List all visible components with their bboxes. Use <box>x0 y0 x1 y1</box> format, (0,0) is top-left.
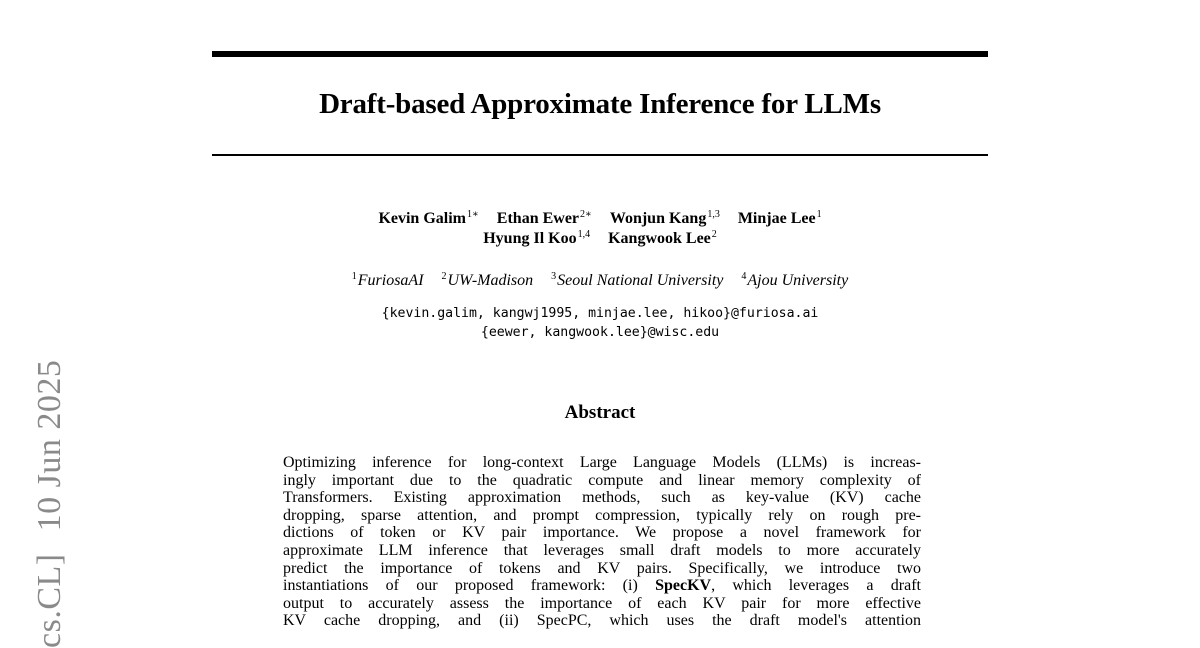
author: Kangwook Lee$^2$ <box>608 229 717 247</box>
abstract-line: Transformers. Existing approximation methods, such as key-value (KV) cache <box>283 489 921 507</box>
title-bottom-rule <box>212 154 988 156</box>
title-top-rule <box>212 51 988 57</box>
affiliation: $^3$Seoul National University <box>551 271 724 289</box>
author: Minjae Lee$^1$ <box>737 209 822 227</box>
paper-title: Draft-based Approximate Inference for LLMs <box>319 88 881 120</box>
author: Wonjun Kang$^{1,3}$ <box>609 209 720 227</box>
email-line: {eewer, kangwook.lee}@wisc.edu <box>480 325 720 340</box>
abstract-line: ingly important due to the quadratic compute and linear memory complexity of <box>283 471 921 489</box>
affiliations <box>212 272 988 290</box>
author: Kevin Galim$^{1∗}$ <box>378 209 479 227</box>
abstract-line: predict the importance of tokens and KV pairs. Specifically, we introduce two <box>283 559 921 577</box>
affiliation: $^4$Ajou University <box>741 271 849 289</box>
author-block <box>212 209 988 249</box>
speckv-term: SpecKV <box>655 577 712 595</box>
affiliation: $^2$UW-Madison <box>441 271 534 289</box>
arxiv-side-stamp: cs.CL]10 Jun 2025 <box>31 359 68 648</box>
abstract-line: instantiations of our proposed framework: (i) SpecKV, which leverages a draft <box>283 577 921 595</box>
abstract-line: dictions of token or KV pair importance. We propose a novel framework for <box>283 524 921 542</box>
abstract-line: KV cache dropping, and (ii) SpecPC, which uses the draft model's attention <box>283 612 921 630</box>
author: Ethan Ewer$^{2∗}$ <box>496 209 592 227</box>
abstract-line: dropping, sparse attention, and prompt compression, typically rely on rough pre- <box>283 506 921 524</box>
abstract-heading: Abstract <box>564 402 636 423</box>
abstract-line: Optimizing inference for long-context Large Language Models (LLMs) is increas- <box>283 454 921 471</box>
abstract-line: output to accurately assess the importance of each KV pair for more effective <box>283 594 921 612</box>
author: Hyung Il Koo$^{1,4}$ <box>483 229 591 247</box>
affiliation: $^1$FuriosaAI <box>351 271 424 289</box>
abstract-body <box>283 454 921 630</box>
author-line-1 <box>212 209 988 229</box>
abstract-line: approximate LLM inference that leverages small draft models to more accurately <box>283 541 921 559</box>
author-line-2 <box>212 229 988 249</box>
email-block <box>212 304 988 342</box>
email-line: {kevin.galim, kangwj1995, minjae.lee, hikoo}@furiosa.ai <box>381 306 819 321</box>
